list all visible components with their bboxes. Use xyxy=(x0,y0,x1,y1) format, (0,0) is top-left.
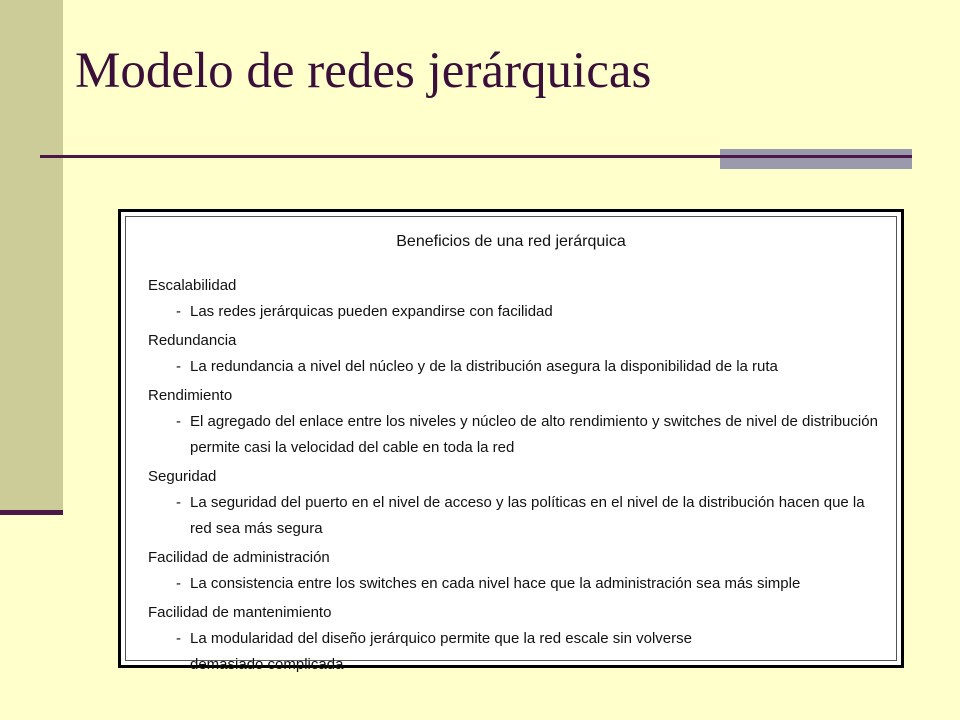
bullet-dash: - xyxy=(176,303,181,320)
benefits-figure xyxy=(118,209,904,673)
benefit-description xyxy=(148,299,886,325)
benefit-description xyxy=(148,354,886,380)
benefit-item-seguridad xyxy=(148,464,886,542)
benefit-heading: Redundancia xyxy=(148,332,237,349)
benefit-description-text: Las redes jerárquicas pueden expandirse con facilidad xyxy=(190,303,553,320)
benefit-description-text: La seguridad del puerto en el nivel de acceso y las políticas en el nivel de la distribución hacen que la red sea más segura xyxy=(190,494,865,537)
benefit-description xyxy=(148,571,886,597)
benefit-item-escalabilidad xyxy=(148,273,886,325)
benefit-item-facilidad-administracion xyxy=(148,545,886,597)
benefit-description-text: El agregado del enlace entre los niveles y núcleo de alto rendimiento y switches de nivel de distribución permite casi la velocidad del cable en toda la red xyxy=(190,413,878,456)
bullet-dash: - xyxy=(176,630,181,647)
benefit-heading: Rendimiento xyxy=(148,387,233,404)
title-divider-accent xyxy=(720,149,912,169)
benefit-item-facilidad-mantenimiento xyxy=(148,600,886,678)
benefit-heading: Seguridad xyxy=(148,468,217,485)
benefits-figure-title: Beneficios de una red jerárquica xyxy=(396,233,626,250)
bullet-dash: - xyxy=(176,494,181,511)
benefit-description xyxy=(148,409,886,461)
benefits-list xyxy=(148,273,886,681)
benefit-heading: Facilidad de mantenimiento xyxy=(148,604,332,621)
slide-title: Modelo de redes jerárquicas xyxy=(75,43,652,99)
benefit-description xyxy=(148,626,886,678)
bullet-dash: - xyxy=(176,413,181,430)
left-sidebar-decoration xyxy=(0,0,63,512)
benefit-heading: Facilidad de administración xyxy=(148,549,330,566)
left-sidebar-accent-line xyxy=(0,510,63,515)
benefit-item-redundancia xyxy=(148,328,886,380)
benefit-item-rendimiento xyxy=(148,383,886,461)
benefit-description-text: La redundancia a nivel del núcleo y de la distribución asegura la disponibilidad de la ruta xyxy=(190,358,778,375)
bullet-dash: - xyxy=(176,575,181,592)
bullet-dash: - xyxy=(176,358,181,375)
benefit-description-text: La modularidad del diseño jerárquico permite que la red escale sin volverse demasiado complicada xyxy=(190,630,692,673)
benefit-heading: Escalabilidad xyxy=(148,277,237,294)
benefit-description xyxy=(148,490,886,542)
benefit-description-text: La consistencia entre los switches en cada nivel hace que la administración sea más simple xyxy=(190,575,801,592)
benefits-figure-frame xyxy=(125,216,897,673)
